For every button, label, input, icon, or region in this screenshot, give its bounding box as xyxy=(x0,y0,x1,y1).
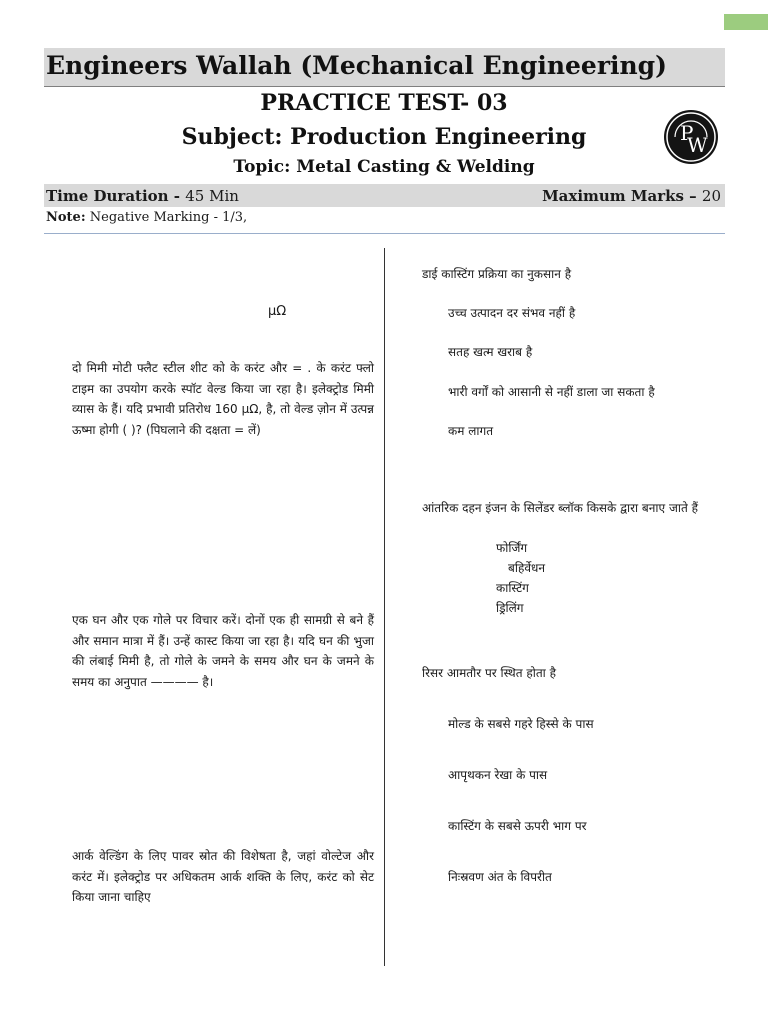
subject-title: Subject: Production Engineering xyxy=(181,124,587,150)
column-divider xyxy=(384,248,385,966)
header-divider xyxy=(44,233,725,234)
time-duration xyxy=(46,186,239,205)
question-5-option: फोर्जिंग xyxy=(496,541,528,555)
maximum-marks-label: Maximum Marks – xyxy=(542,187,702,205)
svg-text:W: W xyxy=(687,133,708,157)
corner-tab-marker xyxy=(724,14,768,30)
time-duration-value: 45 Min xyxy=(185,187,239,205)
meta-bar xyxy=(44,184,725,207)
pw-logo xyxy=(664,110,718,164)
header-title: Engineers Wallah (Mechanical Engineering) xyxy=(46,51,667,80)
time-duration-label: Time Duration - xyxy=(46,187,186,205)
test-title: PRACTICE TEST- 03 xyxy=(260,90,508,116)
question-3-text: आर्क वेल्डिंग के लिए पावर स्रोत की विशेषता है, जहां वोल्टेज और करंट में। इलेक्ट्रोड पर अधिकतम आर्क शक्ति के लिए, करंट को सेट किया जाना चाहिए xyxy=(72,849,374,904)
header-title-bar xyxy=(44,48,725,87)
question-4-option: उच्च उत्पादन दर संभव नहीं है xyxy=(448,306,576,320)
question-5-text: आंतरिक दहन इंजन के सिलेंडर ब्लॉक किसके द्वारा बनाए जाते हैं xyxy=(422,501,699,515)
question-6-option: मोल्ड के सबसे गहरे हिस्से के पास xyxy=(448,717,594,731)
question-5-option: बहिर्वेधन xyxy=(508,561,546,575)
question-2-text: एक घन और एक गोले पर विचार करें। दोनों एक ही सामग्री से बने हैं और समान मात्रा में हैं। उन्हें कास्ट किया जा रहा है। यदि घन की भुजा की लंबाई मिमी है, तो गोले के जमने के समय और घन के जमने के समय का अनुपात ———— है। xyxy=(72,613,374,689)
topic-title: Topic: Metal Casting & Welding xyxy=(233,157,535,177)
question-5-option: ड्रिलिंग xyxy=(496,601,524,615)
question-6-option: आपृथकन रेखा के पास xyxy=(448,768,548,782)
question-6-option: निःस्रवण अंत के विपरीत xyxy=(448,870,552,884)
note-label: Note: xyxy=(46,210,86,225)
question-6-text: रिसर आमतौर पर स्थित होता है xyxy=(422,666,556,680)
question-4-option: भारी वर्गों को आसानी से नहीं डाला जा सकता है xyxy=(448,385,655,399)
question-4-option: सतह खत्म खराब है xyxy=(448,345,533,359)
pw-logo-icon xyxy=(664,110,718,164)
svg-text:P: P xyxy=(680,121,694,145)
question-4-text: डाई कास्टिंग प्रक्रिया का नुकसान है xyxy=(422,267,572,281)
maximum-marks xyxy=(542,186,721,205)
micro-ohm-symbol: μΩ xyxy=(268,304,287,319)
question-5-option: कास्टिंग xyxy=(496,581,529,595)
note-text: Negative Marking - 1/3, xyxy=(85,210,248,225)
note xyxy=(46,210,247,225)
question-6-option: कास्टिंग के सबसे ऊपरी भाग पर xyxy=(448,819,587,833)
question-4-option: कम लागत xyxy=(448,424,494,438)
question-1-text: दो मिमी मोटी फ्लैट स्टील शीट को के करंट और = . के करंट फ्लो टाइम का उपयोग करके स्पॉट वेल्ड किया जा रहा है। इलेक्ट्रोड मिमी व्यास के हैं। यदि प्रभावी प्रतिरोध 160 μΩ, है, तो वेल्ड ज़ोन में उत्पन्न ऊष्मा होगी ( )? (पिघलाने की दक्षता = लें) xyxy=(72,361,374,437)
maximum-marks-value: 20 xyxy=(701,187,721,205)
